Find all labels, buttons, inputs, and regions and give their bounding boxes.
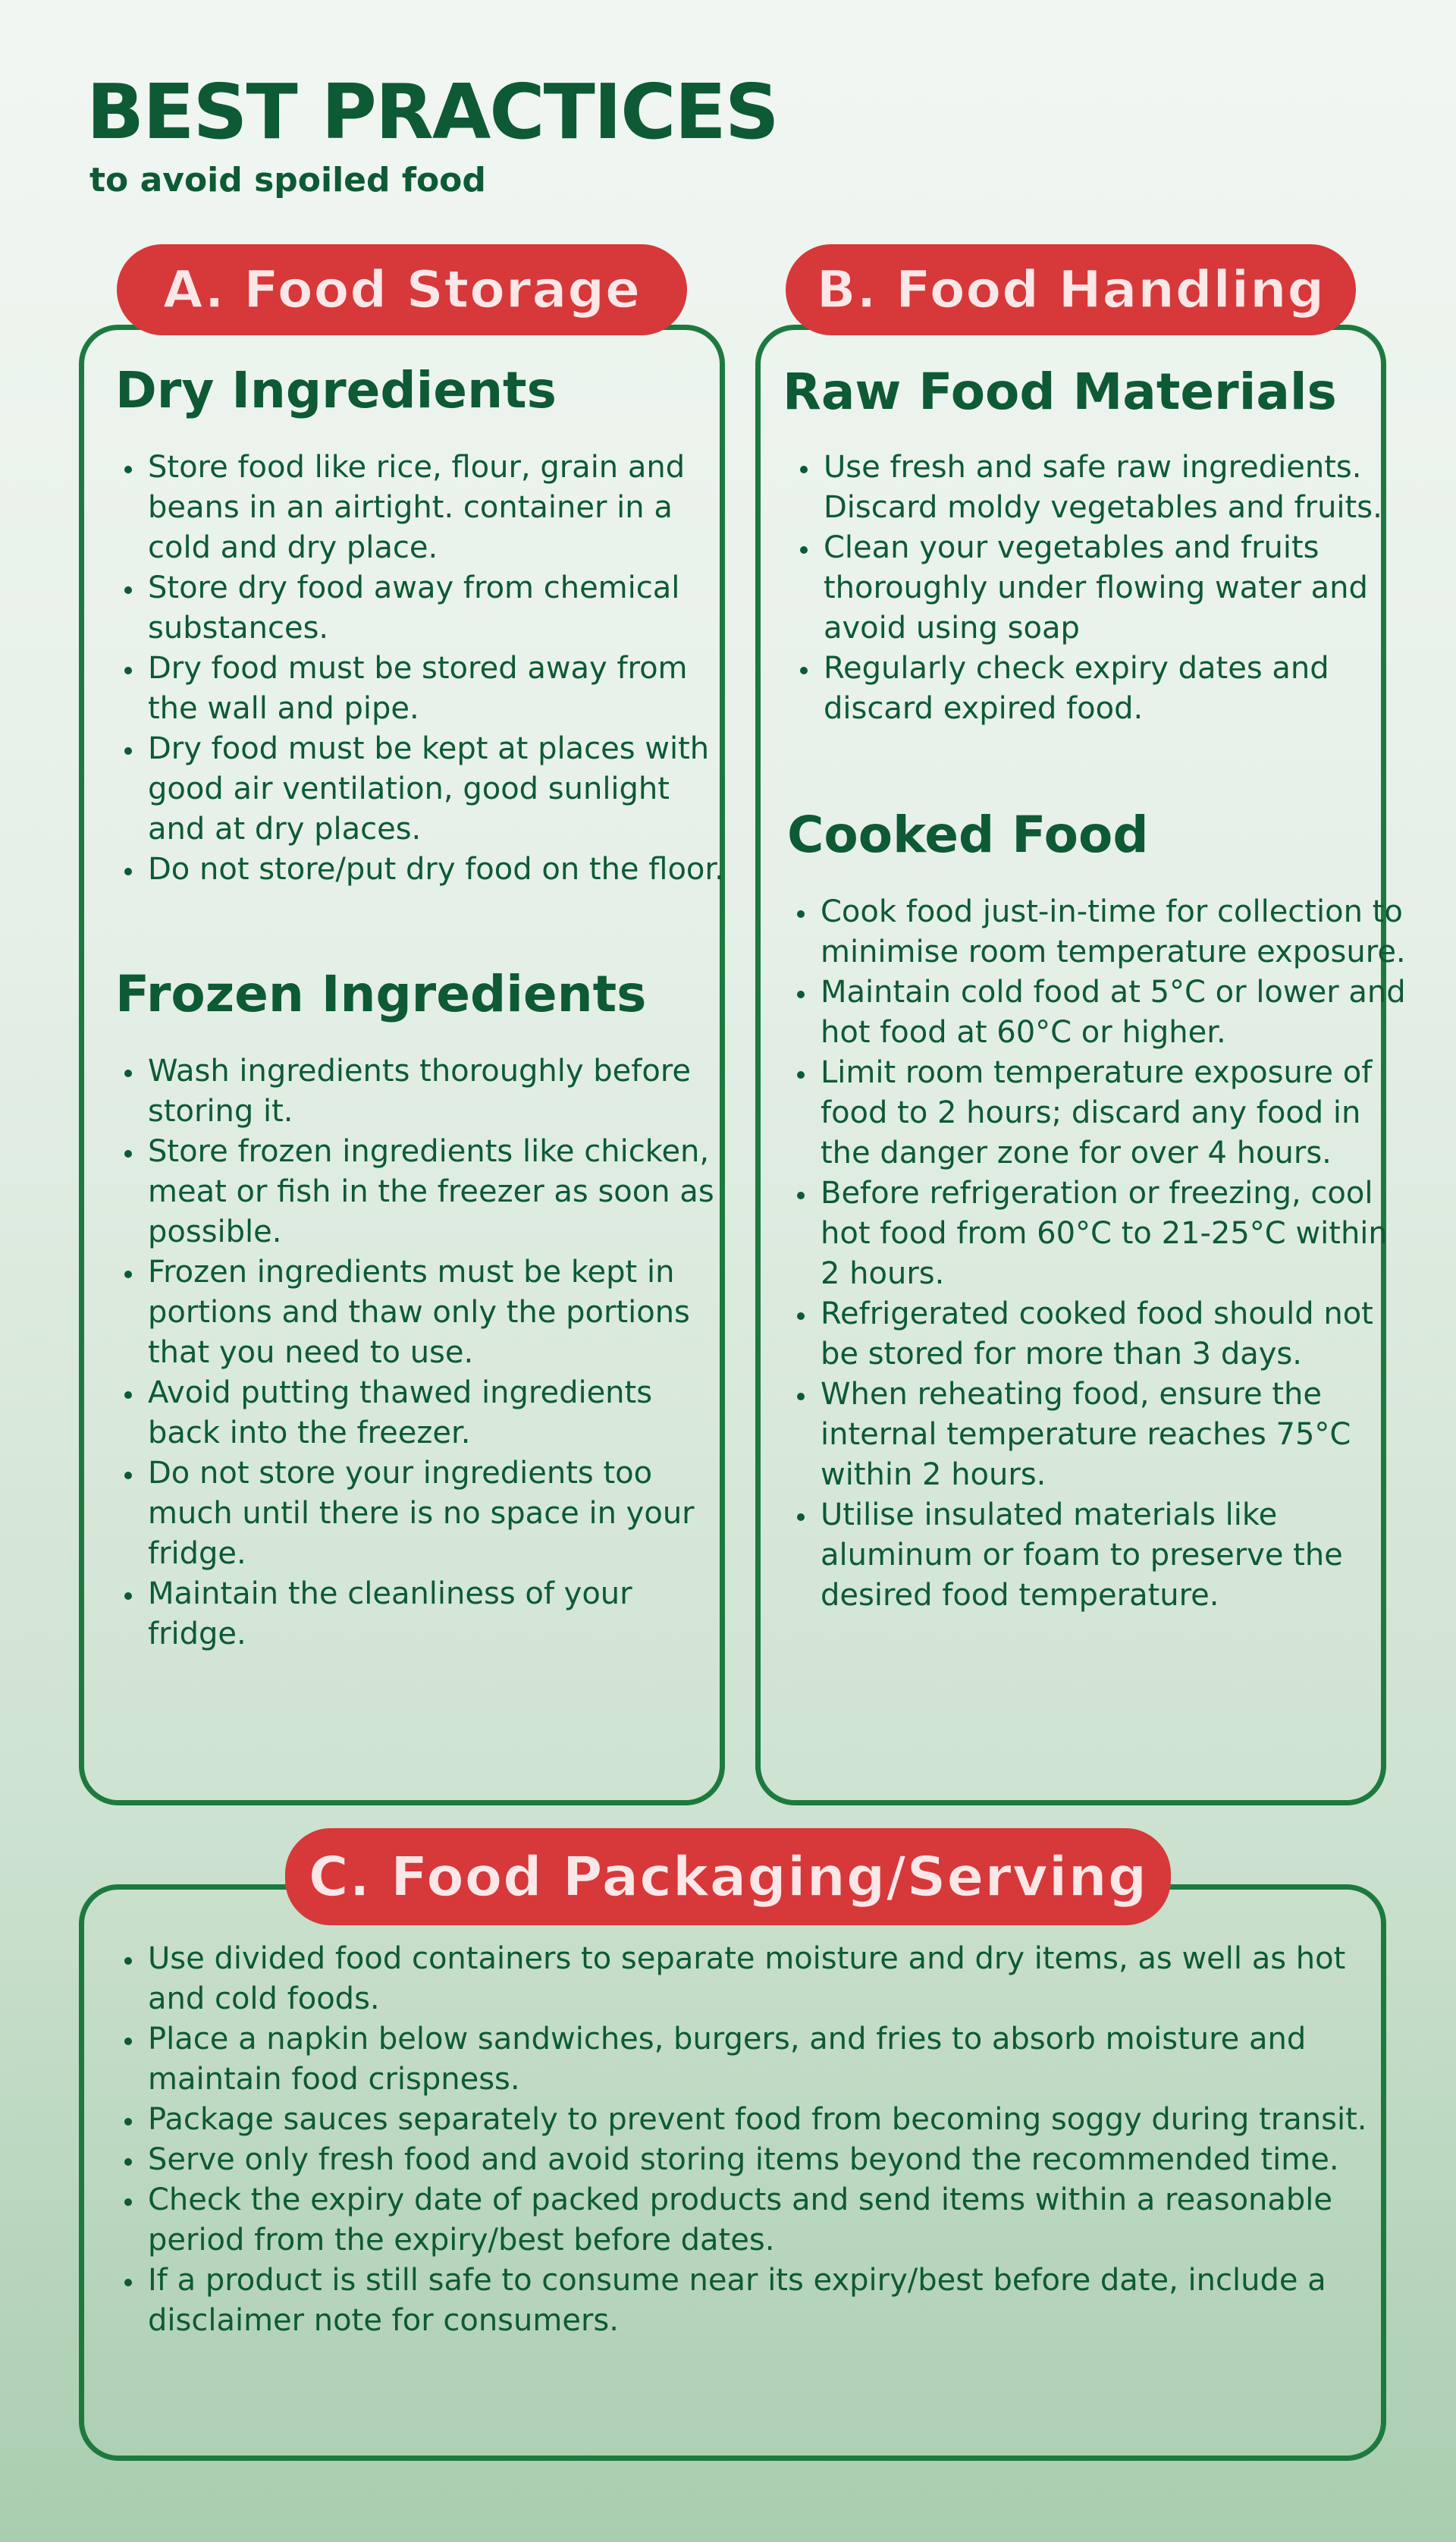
- list-item: • Regularly check expiry dates and discard expired food.: [821, 649, 1404, 729]
- page-subtitle: to avoid spoiled food: [89, 161, 486, 200]
- cooked-food-heading: Cooked Food: [787, 806, 1149, 864]
- list-item: • If a product is still safe to consume near its expiry/best before date, include a disclaimer note for consumers.: [145, 2261, 1404, 2341]
- list-item: • Store frozen ingredients like chicken, meat or fish in the freezer as soon as possible.: [145, 1132, 729, 1252]
- list-item: • Serve only fresh food and avoid storing items beyond the recommended time.: [145, 2140, 1404, 2180]
- food-storage-badge-label: A. Food Storage: [162, 259, 642, 320]
- list-item: • Before refrigeration or freezing, cool hot food from 60°C to 21-25°C within 2 hours.: [817, 1174, 1409, 1294]
- food-handling-badge: [786, 244, 1356, 335]
- list-item: • Maintain the cleanliness of your fridge.: [145, 1574, 729, 1654]
- list-item: • Frozen ingredients must be kept in portions and thaw only the portions that you need to use.: [145, 1252, 729, 1373]
- frozen-ingredients-list: [110, 1051, 729, 1654]
- list-item: • Limit room temperature exposure of food to 2 hours; discard any food in the danger zone for over 4 hours.: [817, 1053, 1409, 1174]
- food-handling-badge-label: B. Food Handling: [816, 259, 1326, 320]
- list-item: • Utilise insulated materials like aluminum or foam to preserve the desired food temperature.: [817, 1495, 1409, 1616]
- list-item: • Use fresh and safe raw ingredients. Discard moldy vegetables and fruits.: [821, 448, 1404, 528]
- list-item: • Place a napkin below sandwiches, burgers, and fries to absorb moisture and maintain food crispness.: [145, 2019, 1404, 2100]
- food-packaging-list: [110, 1939, 1404, 2341]
- list-item: • Dry food must be stored away from the wall and pipe.: [145, 649, 729, 729]
- food-packaging-badge: [285, 1828, 1171, 1925]
- raw-food-list: [786, 448, 1404, 729]
- list-item: • Package sauces separately to prevent food from becoming soggy during transit.: [145, 2100, 1404, 2140]
- raw-food-heading: Raw Food Materials: [783, 363, 1337, 421]
- list-item: • Do not store your ingredients too much until there is no space in your fridge.: [145, 1453, 729, 1574]
- food-packaging-badge-label: C. Food Packaging/Serving: [308, 1845, 1148, 1909]
- list-item: • When reheating food, ensure the internal temperature reaches 75°C within 2 hours.: [817, 1375, 1409, 1495]
- list-item: • Store dry food away from chemical substances.: [145, 568, 729, 649]
- list-item: • Store food like rice, flour, grain and beans in an airtight. container in a cold and dry place.: [145, 448, 729, 568]
- list-item: • Clean your vegetables and fruits thoroughly under flowing water and avoid using soap: [821, 528, 1404, 649]
- list-item: • Wash ingredients thoroughly before storing it.: [145, 1051, 729, 1132]
- list-item: • Check the expiry date of packed products and send items within a reasonable period from the expiry/best before dates.: [145, 2180, 1404, 2261]
- list-item: • Avoid putting thawed ingredients back into the freezer.: [145, 1373, 729, 1453]
- list-item: • Do not store/put dry food on the floor.: [145, 850, 729, 890]
- list-item: • Use divided food containers to separate moisture and dry items, as well as hot and cold foods.: [145, 1939, 1404, 2019]
- list-item: • Refrigerated cooked food should not be stored for more than 3 days.: [817, 1294, 1409, 1375]
- frozen-ingredients-heading: Frozen Ingredients: [115, 965, 647, 1023]
- cooked-food-list: [783, 892, 1409, 1616]
- food-storage-badge: [117, 244, 687, 335]
- page-title: BEST PRACTICES: [86, 68, 778, 156]
- list-item: • Cook food just-in-time for collection to minimise room temperature exposure.: [817, 892, 1409, 972]
- list-item: • Dry food must be kept at places with good air ventilation, good sunlight and at dry places.: [145, 729, 729, 850]
- dry-ingredients-heading: Dry Ingredients: [115, 361, 557, 419]
- dry-ingredients-list: [110, 448, 729, 890]
- list-item: • Maintain cold food at 5°C or lower and hot food at 60°C or higher.: [817, 972, 1409, 1053]
